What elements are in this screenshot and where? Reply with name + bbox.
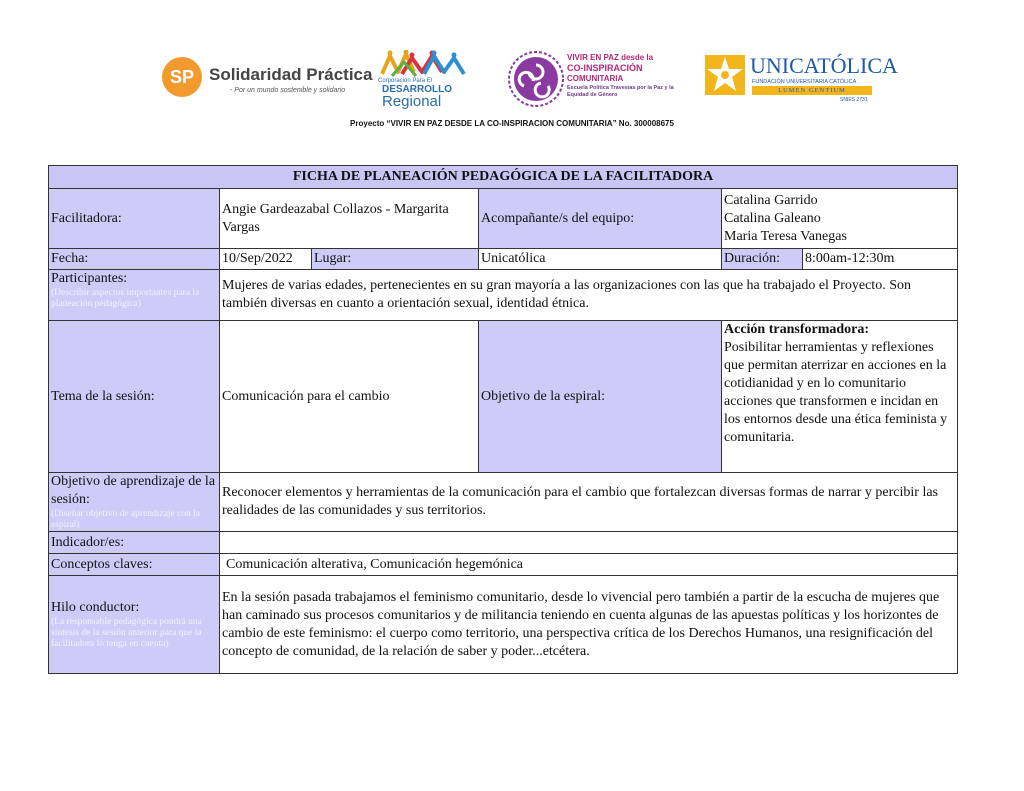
fecha-label: Fecha: [49,249,220,270]
lugar-label: Lugar: [312,249,479,270]
triskelion-icon [507,50,565,108]
tema-value: Comunicación para el cambio [220,321,479,473]
accion-transformadora-cell [722,321,958,473]
objetivo-aprendizaje-label: Objetivo de aprendizaje de la sesión: [51,474,216,507]
facilitadora-value: Angie Gardeazabal Collazos - Margarita Vargas [220,189,479,249]
acompanante-1: Catalina Garrido [724,192,818,208]
acompanantes-label: Acompañante/s del equipo: [479,189,722,249]
star-icon [703,53,747,97]
table-title: FICHA DE PLANEACIÓN PEDAGÓGICA DE LA FACILITADORA [49,166,958,189]
cdr-line1: Corporación Para El [378,78,433,84]
conceptos-row [49,554,958,576]
people-figures-icon [380,50,466,78]
duracion-label: Duración: [722,249,803,270]
participantes-row [49,270,958,321]
sp-tagline: - Por un mundo sostenible y solidario [230,87,346,94]
uc-name: UNICATÓLICA [750,53,898,78]
acompanantes-value [722,189,958,249]
participantes-cell [49,270,220,321]
vp-line4: Escuela Política Travesías por la Paz y la Equidad de Género [567,85,674,98]
objetivo-aprendizaje-hint: (Diseñar objetivo de aprendizaje con la espiral) [51,509,201,530]
objetivo-aprendizaje-cell [49,473,220,532]
fecha-value: 10/Sep/2022 [220,249,312,270]
solidaridad-practica-logo [162,57,373,99]
desarrollo-regional-logo [376,50,468,110]
uc-band: LUMEN GENTIUM [752,86,872,95]
vivir-en-paz-logo [507,50,677,112]
conceptos-label: Conceptos claves: [49,554,220,576]
indicador-label: Indicador/es: [49,532,220,554]
facilitadora-label: Facilitadora: [49,189,220,249]
accion-title: Acción transformadora: [724,322,870,337]
participantes-label: Participantes: [51,271,128,286]
sp-name: Solidaridad Práctica [209,65,373,84]
uc-subtitle: FUNDACIÓN UNIVERSITARIA CATÓLICA [752,79,857,85]
duracion-value: 8:00am-12:30m [803,249,958,270]
hilo-row [49,576,958,674]
planning-table [48,165,958,674]
acompanante-3: Maria Teresa Vanegas [724,228,847,244]
uc-snies: SNIES 2731 [840,97,868,103]
hilo-label: Hilo conductor: [51,600,140,615]
facilitadora-row [49,189,958,249]
tema-row [49,321,958,473]
conceptos-value: Comunicación alterativa, Comunicación hegemónica [220,554,958,576]
hilo-hint: (La responsable pedagógica pondrá una síntesis de la sesión anterior para que la facilitadora lo tenga en cuenta) [51,617,202,649]
title-row [49,166,958,189]
accion-text: Posibilitar herramientas y reflexiones que permitan aterrizar en acciones en la cotidianidad y en lo comunitario acciones que transformen e incidan en los entornos desde una ética feminista y comunitaria. [724,340,948,445]
fecha-row [49,249,958,270]
tema-label: Tema de la sesión: [49,321,220,473]
hilo-cell [49,576,220,674]
hilo-value: En la sesión pasada trabajamos el feminismo comunitario, desde lo vivencial pero también a partir de la escucha de mujeres que han caminado sus procesos comunitarios y de militancia teniendo en cuenta algunas de las apuestas políticas y los horizontes de cambio de este feminismo: el cuerpo como territorio, una perspectiva crítica de los Derechos Humanos, una resignificación del concepto de comunidad, de la relación de saber y poder...etcétera. [220,576,958,674]
indicador-value [220,532,958,554]
objetivo-aprendizaje-row [49,473,958,532]
participantes-hint: (Describir aspectos importantes para la planeación pedagógica) [51,288,200,309]
vp-line2: CO-INSPIRACIÓN [567,63,643,73]
indicador-row [49,532,958,554]
objetivo-aprendizaje-value: Reconocer elementos y herramientas de la comunicación para el cambio que fortalezcan diversas formas de narrar y percibir las realidades de las comunidades y sus territorios. [220,473,958,532]
objetivo-espiral-label: Objetivo de la espiral: [479,321,722,473]
sp-mark: SP [162,57,202,97]
cdr-line3: Regional [382,93,442,110]
acompanante-2: Catalina Galeano [724,210,821,226]
project-line: Proyecto “VIVIR EN PAZ DESDE LA CO-INSPIRACION COMUNITARIA” No. 300008675 [350,119,674,128]
participantes-value: Mujeres de varias edades, pertenecientes en su gran mayoría a las organizaciones con las que ha trabajado el Proyecto. Son también diversas en cuanto a orientación sexual, identidad étnica. [220,270,958,321]
vp-line3: COMUNITARIA [567,74,624,83]
vp-line1: VIVIR EN PAZ desde la [567,53,654,62]
cdr-line2: DESARROLLO [382,84,452,95]
lugar-value: Unicatólica [479,249,722,270]
unicatolica-logo [703,53,898,105]
